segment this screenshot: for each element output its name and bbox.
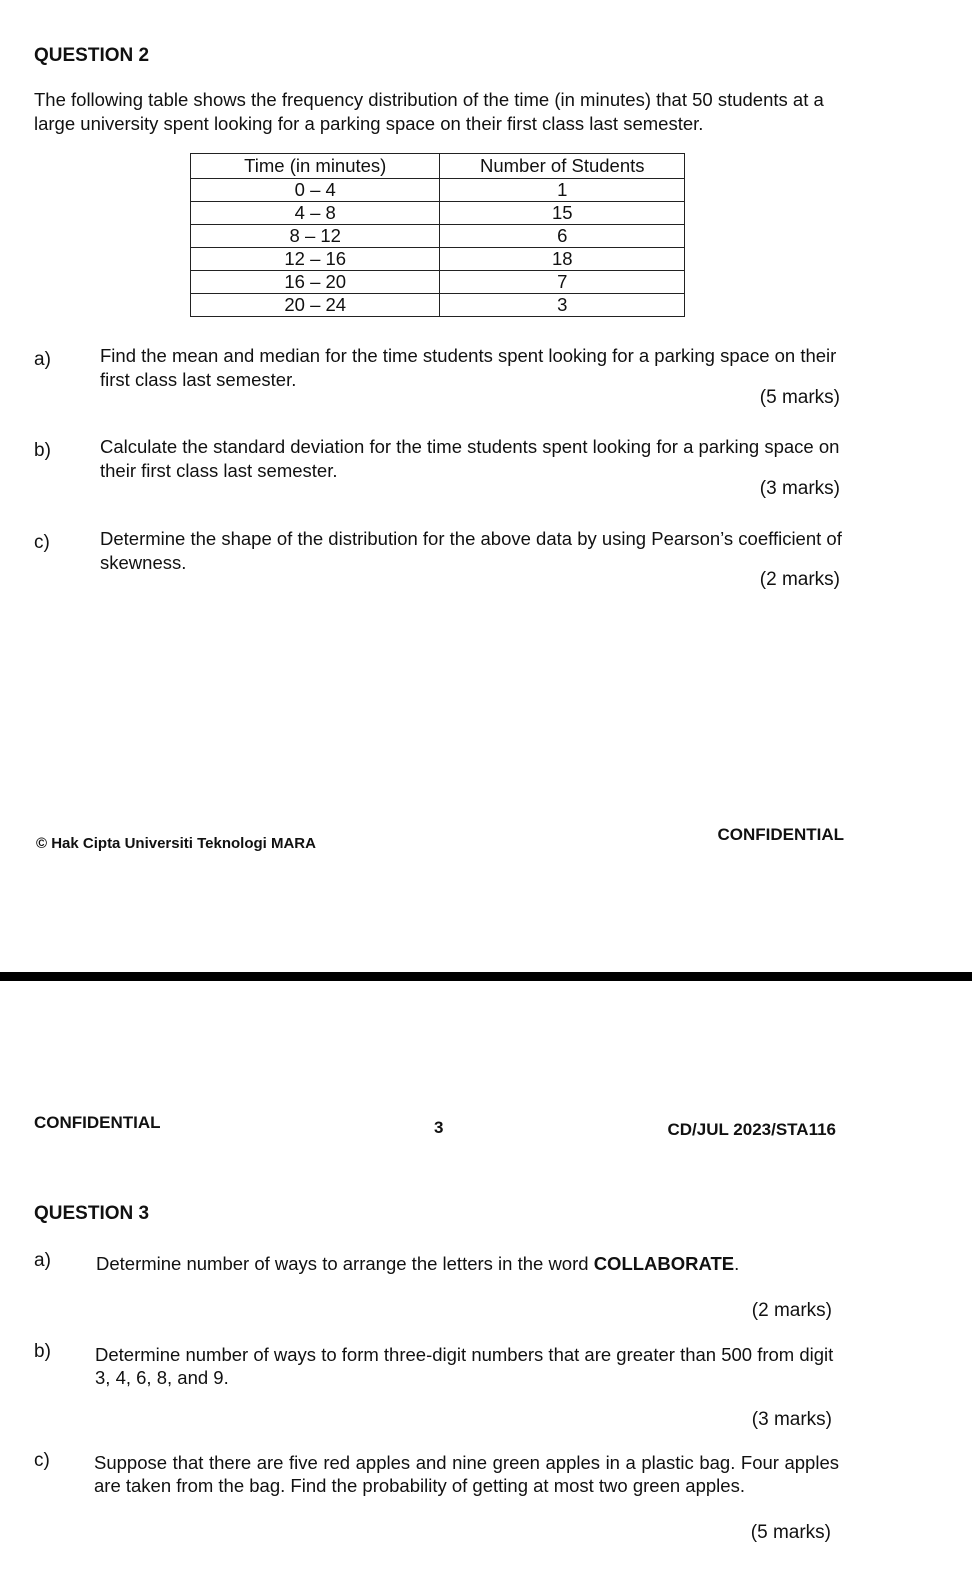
question-2-title: QUESTION 2: [34, 45, 150, 66]
q3-part-b-label: b): [34, 1341, 51, 1362]
table-row: [191, 271, 685, 294]
q3-part-c-marks: (5 marks): [750, 1522, 831, 1543]
table-cell-count: 15: [440, 202, 685, 225]
q3-part-a-text-end: .: [734, 1253, 740, 1274]
table-header-time: Time (in minutes): [191, 154, 440, 179]
q2-part-c-label: c): [34, 532, 50, 553]
table-cell-time: 4 – 8: [191, 202, 440, 225]
q3-part-b-marks: (3 marks): [751, 1409, 832, 1430]
q3-part-a-text-start: Determine number of ways to arrange the letters in the word: [96, 1253, 594, 1274]
q2-part-b-label: b): [34, 440, 51, 461]
table-cell-count: 3: [440, 294, 685, 317]
header-confidential: CONFIDENTIAL: [34, 1113, 161, 1132]
table-row: [191, 294, 685, 317]
q3-part-a-marks: (2 marks): [751, 1300, 832, 1321]
table-row: [191, 225, 685, 248]
table-row: [191, 248, 685, 271]
table-cell-count: 7: [440, 271, 685, 294]
table-cell-time: 8 – 12: [191, 225, 440, 248]
q2-part-c-text: Determine the shape of the distribution for the above data by using Pearson’s coefficient of skewness.: [100, 528, 842, 573]
table-row: [191, 179, 685, 202]
q3-part-c-label: c): [34, 1450, 50, 1471]
page-divider: [0, 972, 972, 981]
q2-part-a-marks: (5 marks): [759, 387, 840, 408]
question-3-title: QUESTION 3: [34, 1203, 150, 1224]
q3-part-b-text: Determine number of ways to form three-digit numbers that are greater than 500 from digit 3, 4, 6, 8, and 9.: [95, 1344, 834, 1388]
q3-part-a-text: [96, 1252, 841, 1275]
course-code: CD/JUL 2023/STA116: [667, 1120, 836, 1139]
copyright-footer: © Hak Cipta Universiti Teknologi MARA: [36, 835, 316, 852]
q2-part-c-marks: (2 marks): [759, 569, 840, 590]
table-cell-time: 0 – 4: [191, 179, 440, 202]
q2-part-a-text: Find the mean and median for the time students spent looking for a parking space on their first class last semester.: [100, 345, 837, 390]
table-cell-count: 6: [440, 225, 685, 248]
table-header-students: Number of Students: [440, 154, 685, 179]
table-cell-time: 20 – 24: [191, 294, 440, 317]
table-cell-count: 18: [440, 248, 685, 271]
q3-part-c-text: Suppose that there are five red apples and nine green apples in a plastic bag. Four apples are taken from the bag. Find the probability of getting at most two green apples.: [94, 1452, 839, 1496]
table-cell-time: 16 – 20: [191, 271, 440, 294]
frequency-table: [190, 153, 685, 317]
table-cell-count: 1: [440, 179, 685, 202]
table-row: [191, 202, 685, 225]
question-2-intro: The following table shows the frequency distribution of the time (in minutes) that 50 students at a large university spent looking for a parking space on their first class last semester.: [34, 89, 824, 134]
q3-part-a-word: COLLABORATE: [593, 1253, 735, 1274]
table-cell-time: 12 – 16: [191, 248, 440, 271]
footer-confidential: CONFIDENTIAL: [717, 825, 844, 844]
q2-part-a-label: a): [34, 349, 51, 370]
page-number: 3: [434, 1118, 444, 1137]
table-header-row: [191, 154, 685, 179]
q2-part-b-text: Calculate the standard deviation for the time students spent looking for a parking space on their first class last semester.: [100, 436, 840, 481]
q3-part-a-label: a): [34, 1250, 51, 1271]
q2-part-b-marks: (3 marks): [759, 478, 840, 499]
